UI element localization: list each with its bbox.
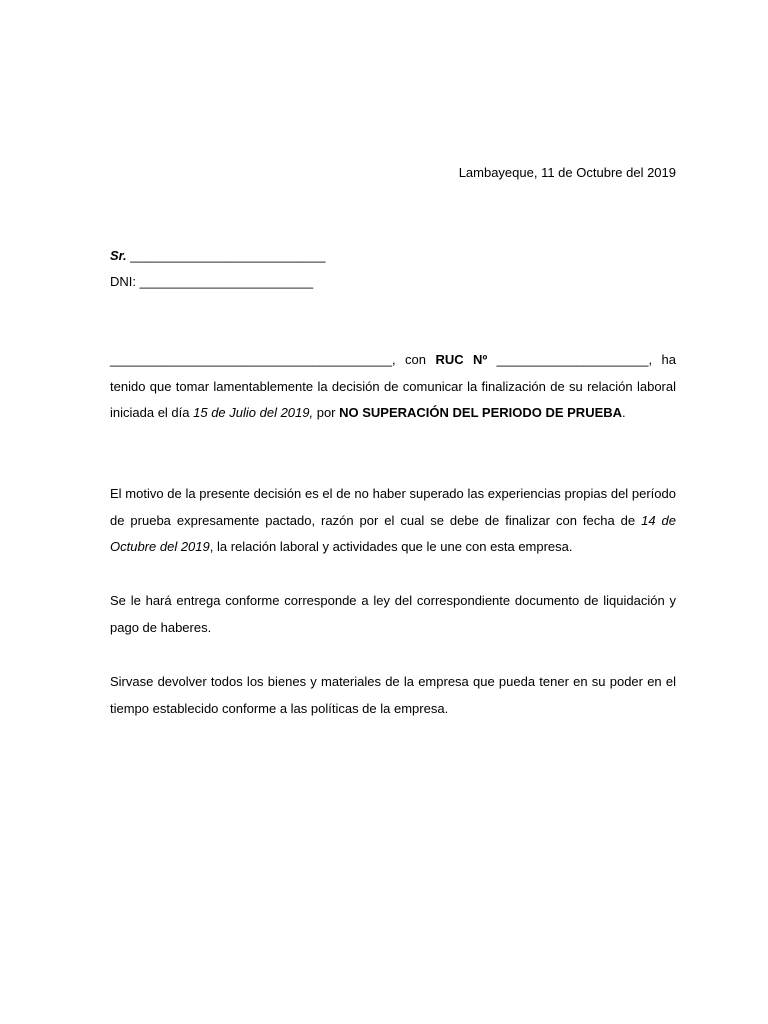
paragraph2-text-b: , la relación laboral y actividades que le une con esta empresa. — [209, 539, 573, 554]
dni-line — [110, 269, 325, 295]
paragraph1-text-a: , ha tenido que tomar lamentablemente la decisión de comunicar la finalización de su relación laboral iniciada el día — [110, 352, 676, 420]
company-blank: _______________________________________ — [110, 352, 392, 367]
dni-label: DNI: — [110, 274, 136, 289]
sr-blank: ___________________________ — [126, 248, 326, 263]
start-date: 15 de Julio del 2019, — [193, 405, 314, 420]
sr-line — [110, 243, 325, 269]
paragraph-motive — [110, 481, 676, 561]
sr-label: Sr. — [110, 248, 127, 263]
dni-blank: ________________________ — [136, 274, 314, 289]
con-text: , con — [391, 352, 436, 367]
ruc-blank: _____________________ — [487, 352, 649, 367]
termination-reason: NO SUPERACIÓN DEL PERIODO DE PRUEBA — [339, 405, 623, 420]
recipient-block — [110, 243, 325, 295]
date-line: Lambayeque, 11 de Octubre del 2019 — [458, 165, 676, 180]
end-date: 14 de Octubre del 2019 — [110, 512, 676, 554]
paragraph2-text-a: El motivo de la presente decisión es el de no haber superado las experiencias propias del período de prueba expresamente pactado, razón por el cual se debe de finalizar con fecha de — [110, 486, 676, 528]
paragraph1-end: . — [622, 405, 626, 420]
paragraph1-text-b: por — [313, 405, 340, 420]
paragraph-termination — [110, 347, 676, 427]
ruc-label: RUC Nº — [435, 352, 488, 367]
paragraph-liquidation: Se le hará entrega conforme corresponde a ley del correspondiente documento de liquidación y pago de haberes. — [110, 593, 676, 635]
paragraph-return-goods: Sirvase devolver todos los bienes y materiales de la empresa que pueda tener en su poder en el tiempo establecido conforme a las políticas de la empresa. — [110, 674, 676, 716]
